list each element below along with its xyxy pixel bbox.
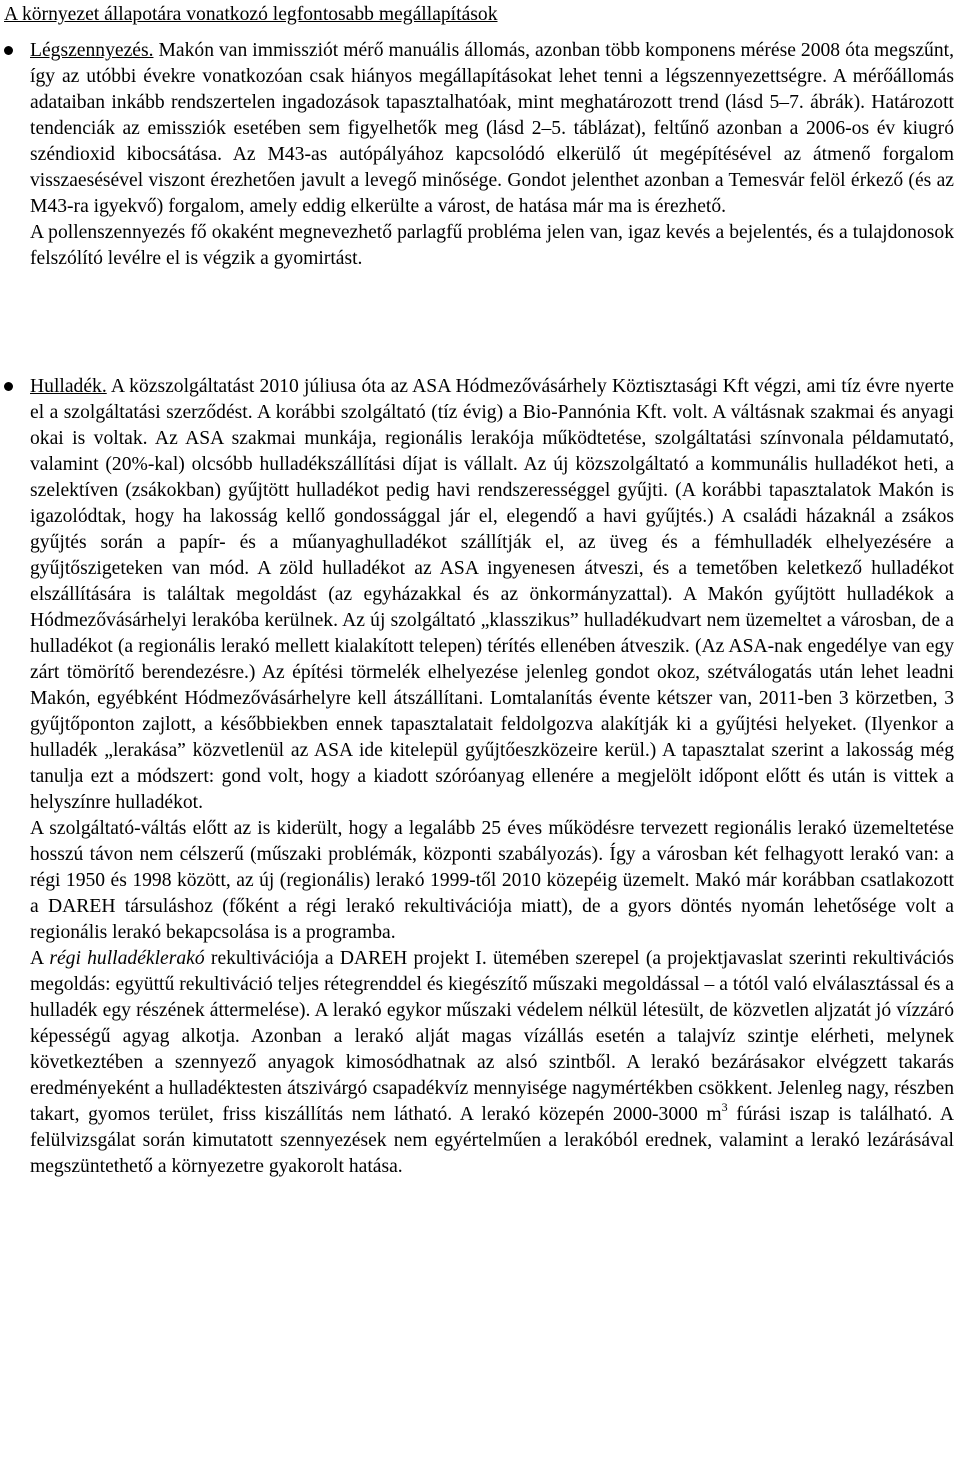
bullet-icon — [4, 46, 13, 55]
bullet-icon — [4, 382, 13, 391]
old-landfill-term: régi hulladéklerakó — [49, 948, 205, 969]
air-text-1: Makón van immissziót mérő manuális állomás, azonban több komponens mérése 2008 óta megszűnt, így az utóbbi évekre vonatkozóan csak hiányos megállapításokat lehet tenni a légszennyezettségre. A mérőállomás adataiban inkább rendszertelen ingadozások tapasztalhatóak, mint meghatározott trend (lásd 5–7. ábrák). Határozott tendenciák az emissziók esetében sem figyelhetők meg (lásd 2–5. táblázat), feltűnő azonban a 2006-os év kiugró széndioxid kibocsátása. Az M43-as autópályához kapcsolódó elkerülő út megépítésével az átmenő forgalom visszaesésével viszont érezhetően javult a levegő minősége. Gondot jelenthet azonban a Temesvár felöl érkező (és az M43-ra igyekvő) forgalom, amely eddig elkerülte a várost, de hatása már ma is érezhető. — [30, 40, 954, 217]
page-heading: A környezet állapotára vonatkozó legfontosabb megállapítások — [4, 4, 498, 25]
air-title: Légszennyezés. — [30, 40, 154, 61]
air-paragraph-1 — [30, 38, 954, 220]
cubic-superscript: 3 — [721, 1100, 728, 1114]
waste-title: Hulladék. — [30, 376, 107, 397]
section-waste — [30, 374, 954, 1180]
section-air-pollution — [30, 38, 954, 272]
waste-text-1: A közszolgáltatást 2010 júliusa óta az ASA Hódmezővásárhely Köztisztasági Kft végzi, ami tíz évre nyerte el a szolgáltatási szerződést. A korábbi szolgáltató (tíz évig) a Bio-Pannónia Kft. volt. A váltásnak szakmai és anyagi okai is voltak. Az ASA szakmai munkája, regionális lerakója működtetése, szolgáltatási színvonala példamutató, valamint (20%-kal) olcsóbb hulladékszállítási díjat is vállalt. Az új közszolgáltató a kommunális hulladékot heti, a szelektíven (zsákokban) gyűjtött hulladékot pedig havi rendszerességgel gyűjti. (A korábbi tapasztalatok Makón is igazolódtak, hogy ha lakosság kellő gondossággal jár el, elegendő a havi gyűjtés.) A családi házaknál a zsákos gyűjtés során a papír- és a műanyaghulladékot szállítják el, az üveg és a fémhulladék elhelyezésére a gyűjtőszigeteken van mód. A zöld hulladékot az ASA ingyenesen átveszi, és a temetőben keletkező hulladékot elszállítására is találtak megoldást (az egyházakkal és az önkormányzattal). A Makón gyűjtött hulladékok a Hódmezővásárhelyi lerakóba kerülnek. Az új szolgáltató „klasszikus” hulladékudvart nem üzemeltet a városban, de a hulladékot (a regionális lerakó mellett kialakított telepen) térítés ellenében átveszik. (Az ASA-nak engedélye van egy zárt tömörítő berendezésre.) Az építési törmelék elhelyezése jelenleg gondot okoz, szétválogatás után lehet leadni Makón, egyébként Hódmezővásárhelyre kell átszállítani. Lomtalanítás évente kétszer van, 2011-ben 3 körzetben, 3 gyűjtőponton zajlott, a későbbiekben ennek tapasztalatait feldolgozva alakítják ki a gyűjtési helyeket. (Ilyenkor a hulladék „lerakása” közvetlenül az ASA ide kitelepül gyűjtőeszközeire kerül.) A tapasztalat szerint a lakosság még tanulja ezt a módszert: gond volt, hogy a kiadott szóróanyag ellenére a megjelölt időpont előtt és után is vittek a helyszínre hulladékot. — [30, 376, 954, 813]
waste-paragraph-3 — [30, 946, 954, 1180]
waste-paragraph-2: A szolgáltató-váltás előtt az is kiderült, hogy a legalább 25 éves működésre tervezett regionális lerakó üzemeltetése hosszú távon nem célszerű (műszaki problémák, központi szabályozás). Így a városban két felhagyott lerakó van: a régi 1950 és 1998 között, az új (regionális) lerakó 1999-től 2010 közepéig üzemelt. Makó már korábban csatlakozott a DAREH társuláshoz (főként a régi lerakó rekultivációja miatt), de a gyors döntés nyomán lehetősége volt a regionális lerakó bekapcsolása is a programba. — [30, 818, 954, 943]
waste-text-3c: fúrási iszap is található. A felülvizsgálat során kimutatott szennyezések nem egyértelműen a lerakóból erednek, valamint a lerakó lezárásával megszüntethető a környezetre gyakorolt hatása. — [30, 1104, 954, 1177]
waste-paragraph-1 — [30, 374, 954, 816]
air-paragraph-2: A pollenszennyezés fő okaként megnevezhető parlagfű probléma jelen van, igaz kevés a bejelentés, és a tulajdonosok felszólító levélre el is végzik a gyomirtást. — [30, 222, 954, 269]
waste-text-3a: A — [30, 948, 50, 969]
waste-text-3b: rekultivációja a DAREH projekt I. ütemében szerepel (a projektjavaslat szerinti rekultivációs megoldás: együttű rekultiváció teljes rétegrenddel és kiegészítő műszaki megoldással – a tótól való elválasztással és a hulladék egy részének áttermelése). A lerakó egykor műszaki védelem nélkül létesült, de közvetlen aljzatát jó vízzáró képességű agyag alkotja. Azonban a lerakó alját magas vízállás esetén a talajvíz szintje elérheti, melynek következtében a szennyező anyagok kimosódhatnak az alsó szintből. A lerakó bezárásakor elvégzett takarás eredményeként a hulladéktesten átszivárgó csapadékvíz mennyisége nagymértékben csökkent. Jelenleg nagy, részben takart, gyomos terület, friss kiszállítás nem látható. A lerakó közepén 2000-3000 m — [30, 948, 954, 1125]
